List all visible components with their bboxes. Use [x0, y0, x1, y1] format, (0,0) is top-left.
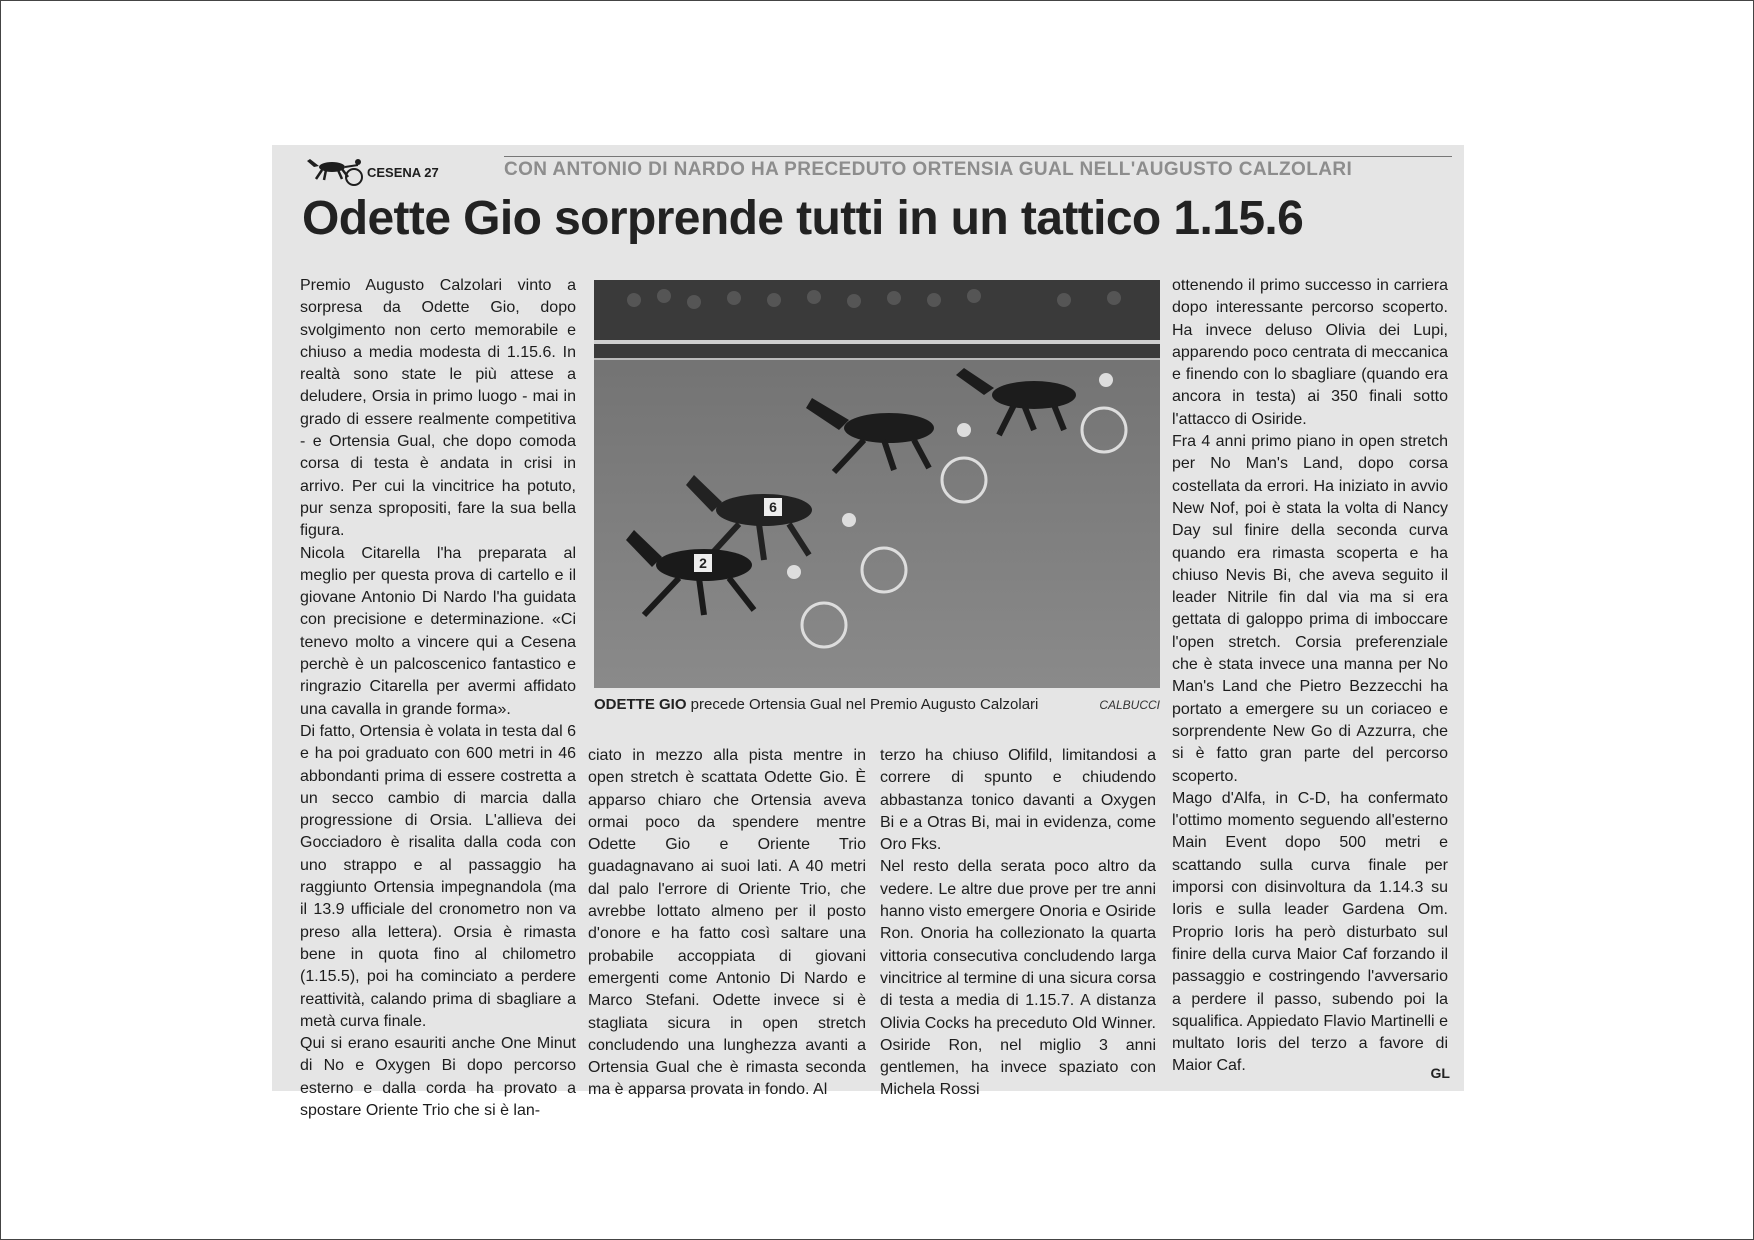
paragraph: ciato in mezzo alla pista mentre in open stretch è scattata Odette Gio. È apparso chiaro che Ortensia aveva ormai poco da spendere mentre Odette Gio e Oriente Trio guadagnavano ai suoi lati. A 40 metri dal palo l'errore di Oriente Trio, che avrebbe lottato almeno per il posto d'onore e ha fatto così saltare una probabile accoppiata di giovani emergenti come Antonio Di Nardo e Marco Stefani. Odette invece si è stagliata sicura in open stretch concludendo una lunghezza avanti a Ortensia Gual che è rimasta seconda ma è apparsa provata in fondo. Al: [588, 747, 866, 1099]
article-column-2: [588, 745, 866, 1099]
harness-racing-logo-icon: [302, 155, 364, 187]
caption-text: precede Ortensia Gual nel Premio Augusto Calzolari: [686, 696, 1039, 713]
article-column-4: [1172, 275, 1448, 1087]
photo-caption: [594, 696, 1160, 713]
bib-6: 6: [769, 499, 777, 515]
newspaper-clipping: [272, 145, 1464, 1119]
caption-lead: ODETTE GIO: [594, 696, 687, 713]
bib-2: 2: [699, 555, 707, 571]
race-photo: [594, 280, 1160, 688]
kicker-row: [302, 153, 1452, 183]
paragraph: Fra 4 anni primo piano in open stretch per No Man's Land, dopo corsa costellata da errori. Ha iniziato in avvio New Nof, poi è stata la volta di Nancy Day sul finire della seconda curva quando era rimasta scoperta e ha chiuso Nevis Bi, che aveva seguito il leader Nitrile fin dal via ma si era gettata di galoppo prima di imboccare l'open stretch. Corsia preferenziale che è stata invece una manna per No Man's Land che Pietro Bezzecchi ha portato a emergere su un coriaceo e sorprendente New Go di Azzurra, che si è fatto gran parte del percorso scoperto.: [1172, 433, 1448, 785]
paragraph: Nel resto della serata poco altro da vedere. Le altre due prove per tre anni hanno visto emergere Onoria e Osiride Ron. Onoria ha collezionato la quarta vittoria consecutiva concludendo larga vincitrice al termine di una sicura corsa di testa a media di 1.15.7. A distanza Olivia Cocks ha preceduto Old Winner. Osiride Ron, nel miglio 3 anni gentlemen, ha invece spaziato con Michela Rossi: [880, 858, 1156, 1099]
kicker-rule: [504, 156, 1452, 157]
headline: Odette Gio sorprende tutti in un tattico 1.15.6: [302, 192, 1304, 245]
article-column-1: [300, 275, 576, 1119]
paragraph: terzo ha chiuso Olifild, limitandosi a correre di spunto e chiudendo abbastanza tonico davanti a Oxygen Bi e a Otras Bi, mai in evidenza, come Oro Fks.: [880, 747, 1156, 854]
kicker: CON ANTONIO DI NARDO HA PRECEDUTO ORTENSIA GUAL NELL'AUGUSTO CALZOLARI: [504, 159, 1353, 180]
paragraph: Premio Augusto Calzolari vinto a sorpresa da Odette Gio, dopo svolgimento non certo memorabile e chiuso a media modesta di 1.15.6. In realtà sono state le più attese a deludere, Orsia in primo luogo - mai in grado di essere realmente competitiva - e Ortensia Gual, che dopo comoda corsa di testa è andata in crisi in arrivo. Per cui la vincitrice ha potuto, pur senza spropositi, fare la sua bella figura.: [300, 277, 576, 540]
paragraph: Qui si erano esauriti anche One Minut di No e Oxygen Bi dopo percorso esterno e dalla corda ha provato a spostare Oriente Trio che si è lan-: [300, 1035, 576, 1119]
rail: [594, 340, 1160, 344]
race-photo-illustration: [594, 280, 1160, 688]
paragraph: Nicola Citarella l'ha preparata al meglio per questa prova di cartello e il giovane Antonio Di Nardo l'ha guidata con precisione e determinazione. «Ci tenevo molto a vincere qui a Cesena perchè è un palcoscenico fantastico e ringrazio Citarella per avermi affidato una cavalla in grande forma».: [300, 544, 576, 718]
paragraph: ottenendo il primo successo in carriera dopo interessante percorso scoperto. Ha invece deluso Olivia dei Lupi, apparendo poco centrata di meccanica e finendo con lo sbagliare (quando era ancora in testa) ai 350 finali sotto l'attacco di Osiride.: [1172, 277, 1448, 428]
section-label: CESENA 27: [367, 165, 439, 180]
article-column-3: [880, 745, 1156, 1099]
paragraph: Mago d'Alfa, in C-D, ha confermato l'ottimo momento seguendo all'esterno Main Event dopo 500 metri e scattando sulla curva finale per imporsi con disinvoltura da 1.14.3 su Ioris e sulla leader Gardena Om. Proprio Ioris ha però disturbato sul finire della curva Maior Caf forzando il passaggio e costringendo l'avversario a perdere il passo, subendo poi la squalifica. Appiedato Flavio Martinelli e multato Ioris del terzo a favore di Maior Caf.: [1172, 789, 1448, 1075]
crowd: [594, 280, 1160, 358]
paragraph: Di fatto, Ortensia è volata in testa dal 6 e ha poi graduato con 600 metri in 46 abbondanti prima di essere costretta a un secco cambio di marcia dalla progressione di Orsia. L'allieva dei Gocciadoro è risalita dalla coda con uno strappo e al passaggio ha raggiunto Ortensia impegnandola (ma il 13.9 ufficiale del cronometro non va preso alla lettera). Orsia è rimasta bene in quota fino al chilometro (1.15.5), poi ha cominciato a perdere reattività, calando prima di sbagliare a metà curva finale.: [300, 722, 576, 1030]
author-signature: GL: [1430, 1065, 1450, 1081]
photo-credit: CALBUCCI: [1099, 698, 1160, 712]
